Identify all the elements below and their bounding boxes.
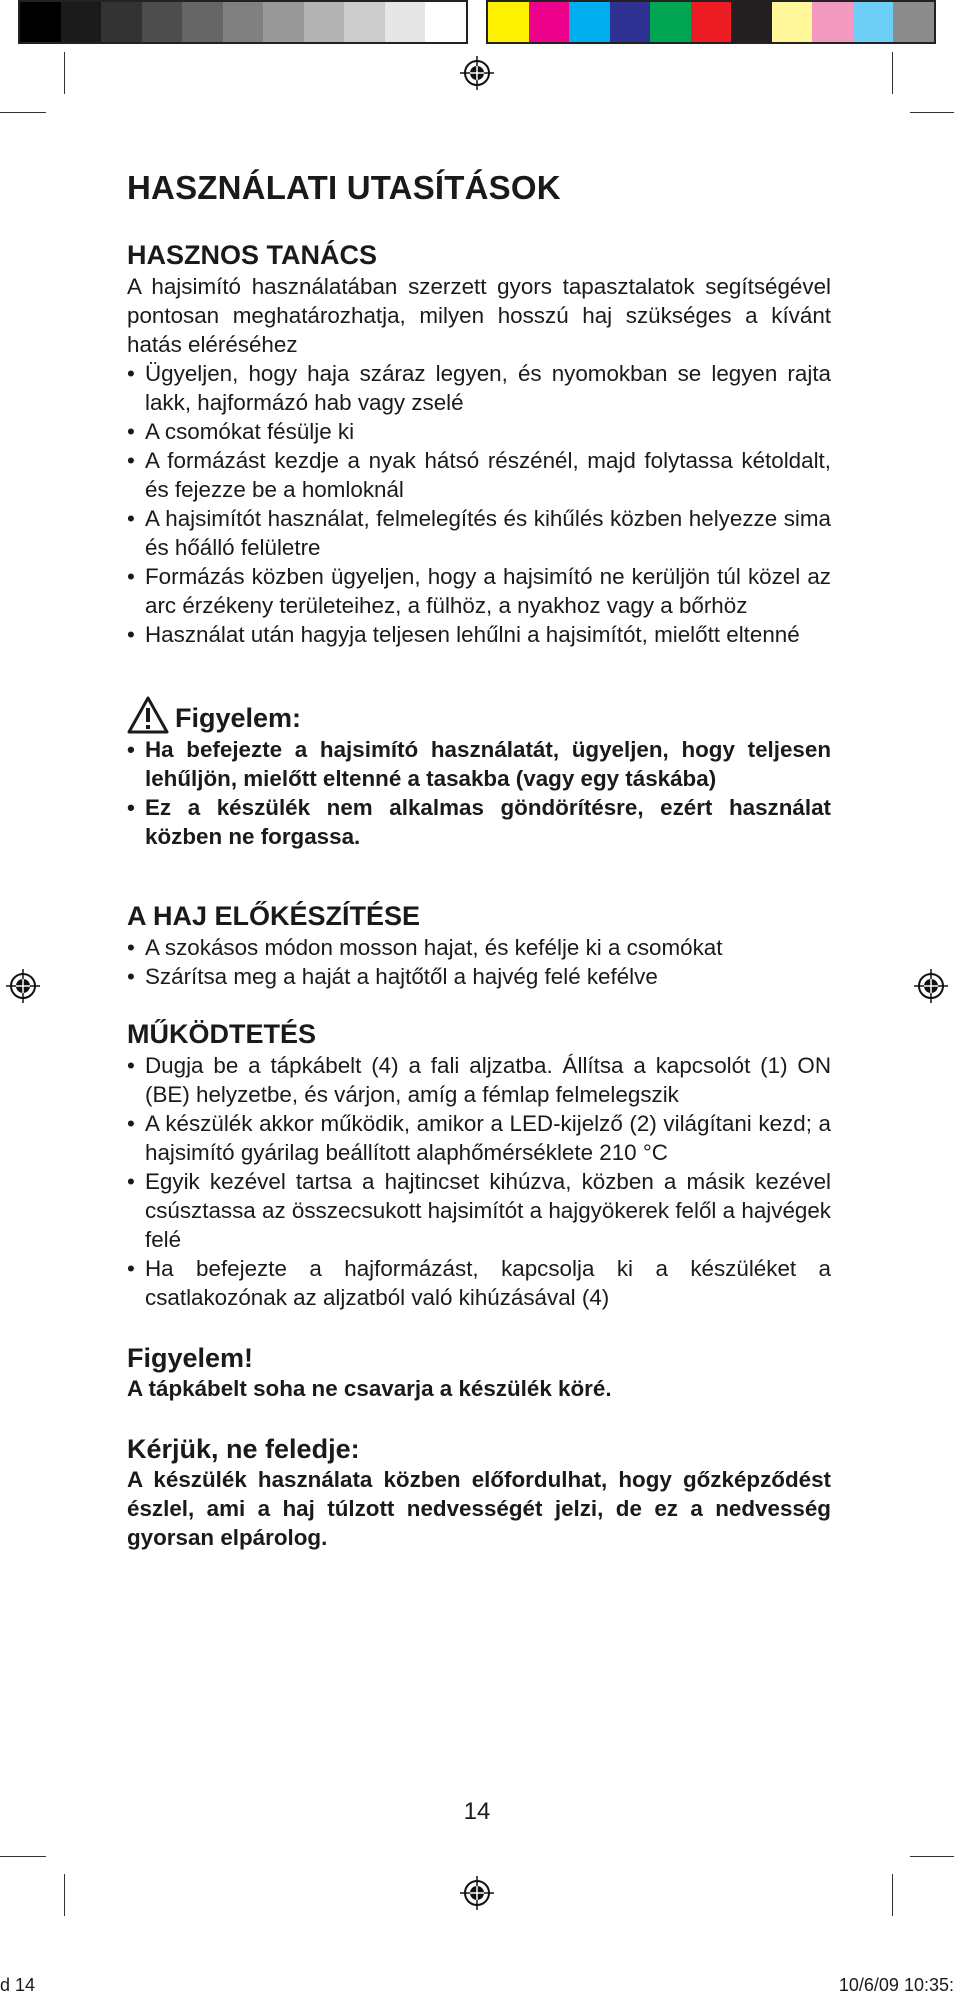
color-swatch — [304, 2, 345, 42]
color-swatch — [853, 2, 894, 42]
tips-intro: A hajsimító használatában szerzett gyors tapasztalatok segítségével pontosan meghatározhatja, milyen hosszú haj szükséges a kívánt hatás eléréséhez — [127, 274, 831, 357]
color-swatch — [223, 2, 264, 42]
list-item: • A készülék akkor működik, amikor a LED-kijelző (2) világítani kezd; a hajsimító gyárilag beállított alaphőmérséklete 210 °C — [127, 1109, 831, 1167]
color-swatch — [569, 2, 610, 42]
color-swatch — [142, 2, 183, 42]
color-swatch — [20, 2, 61, 42]
crop-mark-top-left-horizontal — [0, 112, 46, 113]
section-preparation — [127, 899, 831, 991]
section-tips — [127, 238, 831, 649]
list-item: • Egyik kezével tartsa a hajtincset kihúzva, közben a másik kezével csúsztassa az összecsukott hajsimítót a hajgyökerek felől a hajvégek felé — [127, 1167, 831, 1254]
list-item: • A formázást kezdje a nyak hátsó részénél, majd folytassa kétoldalt, és fejezze be a homloknál — [127, 446, 831, 504]
registration-mark-left-icon — [6, 969, 40, 1003]
color-calibration-bar — [486, 0, 936, 44]
note-cable-text: A tápkábelt soha ne csavarja a készülék köré. — [127, 1376, 612, 1401]
manual-page — [127, 160, 831, 1552]
note-remember-text: A készülék használata közben előfordulhat, hogy gőzképződést észlel, ami a haj túlzott nedvességét jelzi, de ez a nedvesség gyorsan elpárolog. — [127, 1467, 831, 1550]
section-heading-preparation: A HAJ ELŐKÉSZÍTÉSE — [127, 901, 421, 931]
color-swatch — [691, 2, 732, 42]
section-warning — [127, 695, 831, 851]
list-item: • A csomókat fésülje ki — [127, 417, 831, 446]
crop-mark-bottom-right-vertical — [892, 1874, 893, 1916]
warning-heading-label: Figyelem: — [175, 703, 302, 733]
print-slug-left: d 14 — [0, 1975, 36, 1995]
color-swatch — [731, 2, 772, 42]
color-swatch — [488, 2, 529, 42]
list-item: • Dugja be a tápkábelt (4) a fali aljzatba. Állítsa a kapcsolót (1) ON (BE) helyzetbe, és várjon, amíg a fémlap felmelegszik — [127, 1051, 831, 1109]
section-heading-tips: HASZNOS TANÁCS — [127, 240, 378, 270]
operation-list — [127, 1051, 831, 1312]
list-item: • Ügyeljen, hogy haja száraz legyen, és nyomokban se legyen rajta lakk, hajformázó hab vagy zselé — [127, 359, 831, 417]
crop-mark-top-right-vertical — [892, 52, 893, 94]
note-cable — [127, 1342, 831, 1403]
color-swatch — [344, 2, 385, 42]
crop-mark-bottom-right-horizontal — [910, 1856, 954, 1857]
registration-mark-right-icon — [914, 969, 948, 1003]
warning-heading — [127, 695, 831, 735]
list-item: • Ha befejezte a hajsimító használatát, ügyeljen, hogy teljesen lehűljön, mielőtt eltenné a tasakba (vagy egy táskába) — [127, 735, 831, 793]
color-swatch — [610, 2, 651, 42]
list-item: • Ez a készülék nem alkalmas göndörítésre, ezért használat közben ne forgassa. — [127, 793, 831, 851]
list-item: • Formázás közben ügyeljen, hogy a hajsimító ne kerüljön túl közel az arc érzékeny területeihez, a fülhöz, a nyakhoz vagy a bőrhöz — [127, 562, 831, 620]
crop-mark-bottom-left-vertical — [64, 1874, 65, 1916]
crop-mark-top-left-vertical — [64, 52, 65, 94]
color-swatch — [812, 2, 853, 42]
note-remember — [127, 1433, 831, 1552]
color-swatch — [893, 2, 934, 42]
grayscale-calibration-bar — [18, 0, 468, 44]
registration-mark-top-icon — [460, 56, 494, 90]
list-item: • Szárítsa meg a haját a hajtőtől a hajvég felé kefélve — [127, 962, 831, 991]
color-swatch — [61, 2, 102, 42]
color-swatch — [263, 2, 304, 42]
warning-list — [127, 735, 831, 851]
color-swatch — [425, 2, 466, 42]
color-swatch — [182, 2, 223, 42]
note-remember-heading: Kérjük, ne feledje: — [127, 1434, 360, 1464]
color-swatch — [650, 2, 691, 42]
list-item: • A hajsimítót használat, felmelegítés és kihűlés közben helyezze sima és hőálló felületre — [127, 504, 831, 562]
color-swatch — [101, 2, 142, 42]
registration-mark-bottom-icon — [460, 1876, 494, 1910]
crop-mark-bottom-left-horizontal — [0, 1856, 46, 1857]
list-item: • Használat után hagyja teljesen lehűlni a hajsimítót, mielőtt eltenné — [127, 620, 831, 649]
print-slug-right: 10/6/09 10:35: — [838, 1975, 954, 1995]
color-swatch — [385, 2, 426, 42]
list-item: • Ha befejezte a hajformázást, kapcsolja ki a készüléket a csatlakozónak az aljzatból való kihúzásával (4) — [127, 1254, 831, 1312]
color-swatch — [529, 2, 570, 42]
section-operation — [127, 1017, 831, 1312]
section-heading-operation: MŰKÖDTETÉS — [127, 1019, 316, 1049]
list-item: • A szokásos módon mosson hajat, és kefélje ki a csomókat — [127, 933, 831, 962]
preparation-list — [127, 933, 831, 991]
warning-triangle-icon — [127, 695, 169, 735]
page-title: HASZNÁLATI UTASÍTÁSOK — [127, 169, 561, 206]
crop-mark-top-right-horizontal — [910, 112, 954, 113]
note-cable-heading: Figyelem! — [127, 1343, 254, 1373]
color-swatch — [772, 2, 813, 42]
tips-list — [127, 359, 831, 649]
page-number: 14 — [463, 1798, 491, 1825]
